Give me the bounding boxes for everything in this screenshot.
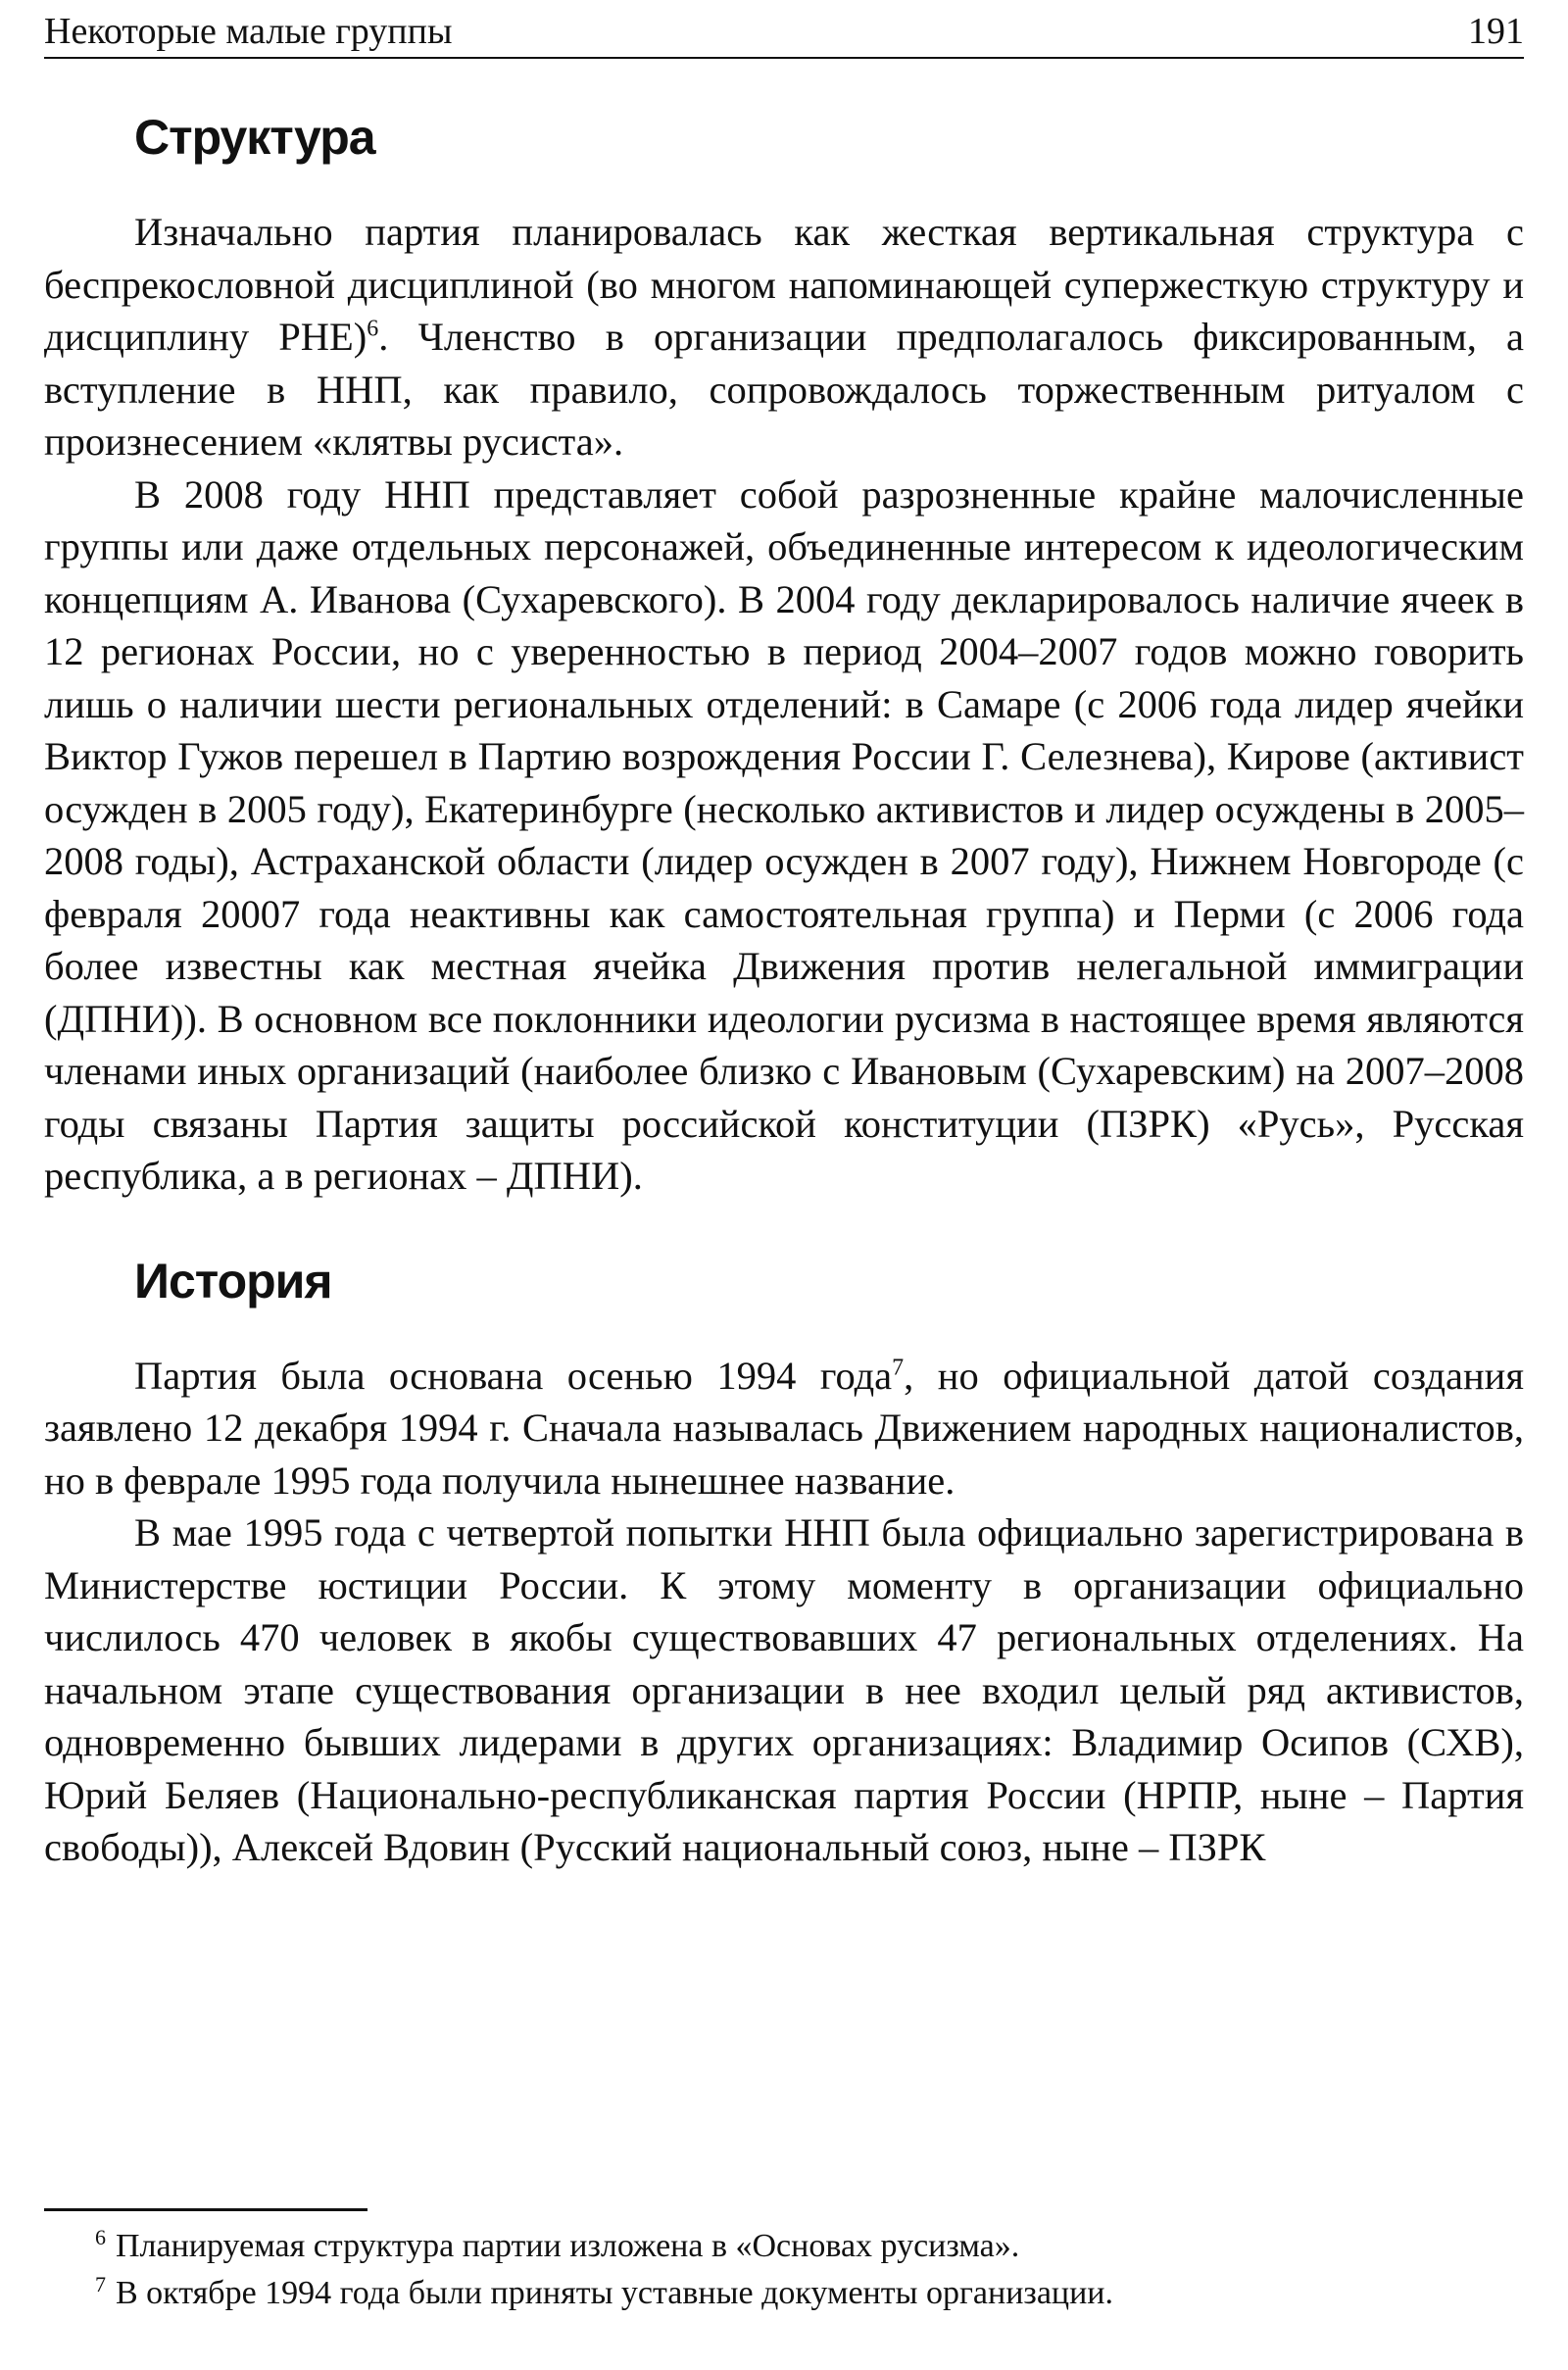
paragraph-history-1	[44, 1350, 1524, 1507]
paragraph-text: , но официальной датой создания заявлено 12 декабря 1994 г. Сначала называлась Движением народных националистов, но в феврале 1995 года получила нынешнее название.	[44, 1353, 1524, 1503]
paragraph-structure-1	[44, 206, 1524, 469]
book-page	[44, 0, 1524, 2370]
footnote-text: Планируемая структура партии изложена в «Основах русизма».	[116, 2228, 1020, 2264]
running-title: Некоторые малые группы	[44, 11, 453, 52]
paragraph-text: Партия была основана осенью 1994 года	[134, 1353, 893, 1398]
footnote-7	[44, 2270, 1524, 2317]
paragraph-text: Изначально партия планировалась как жесткая вертикальная структура с беспрекословной дисциплиной (во многом напоминающей супержесткую структуру и дисциплину РНЕ)	[44, 210, 1524, 359]
paragraph-structure-2: В 2008 году ННП представляет собой разрозненные крайне малочисленные группы или даже отдельных персонажей, объединенные интересом к идеологическим концепциям А. Иванова (Сухаревского). В 2004 году декларировалось наличие ячеек в 12 регионах России, но с уверенностью в период 2004–2007 годов можно говорить лишь о наличии шести региональных отделений: в Самаре (с 2006 года лидер ячейки Виктор Гужов перешел в Партию возрождения России Г. Селезнева), Кирове (активист осужден в 2005 году), Екатеринбурге (несколько активистов и лидер осуждены в 2005–2008 годы), Астраханской области (лидер осужден в 2007 году), Нижнем Новгороде (с февраля 20007 года неактивны как самостоятельная группа) и Перми (с 2006 года более известны как местная ячейка Движения против нелегальной иммиграции (ДПНИ)). В основном все поклонники идеологии русизма в настоящее время являются членами иных организаций (наиболее близко с Ивановым (Сухаревским) на 2007–2008 годы связаны Партия защиты российской конституции (ПЗРК) «Русь», Русская республика, а в регионах – ДПНИ).	[44, 471, 1524, 1198]
footnote-6	[44, 2223, 1524, 2270]
footnote-ref-7[interactable]: 7	[892, 1355, 905, 1380]
footnote-number: 6	[95, 2224, 106, 2249]
page-content	[44, 108, 1524, 1874]
footnote-text: В октябре 1994 года были приняты уставные документы организации.	[116, 2275, 1113, 2311]
paragraph-text: . Членство в организации предполагалось фиксированным, а вступление в ННП, как правило, сопровождалось торжественным ритуалом с произнесением «клятвы русиста».	[44, 315, 1525, 464]
section-heading-history: История	[134, 1253, 332, 1308]
paragraph-history-2: В мае 1995 года с четвертой попытки ННП была официально зарегистрирована в Министерстве юстиции России. К этому моменту в организации официально числилось 470 человек в якобы существовавших 47 региональных отделениях. На начальном этапе существования организации в нее входил целый ряд активистов, одновременно бывших лидерами в других организациях: Владимир Осипов (СХВ), Юрий Беляев (Национально-республиканская партия России (НРПР, ныне – Партия свободы)), Алексей Вдовин (Русский национальный союз, ныне – ПЗРК	[44, 1510, 1524, 1869]
running-header	[44, 6, 1524, 59]
footnotes	[44, 2223, 1524, 2317]
footnote-number: 7	[95, 2271, 106, 2296]
section-heading-structure: Структура	[134, 110, 375, 165]
footnote-divider	[44, 2208, 368, 2211]
footnote-ref-6[interactable]: 6	[367, 316, 379, 342]
page-number: 191	[1468, 11, 1524, 52]
